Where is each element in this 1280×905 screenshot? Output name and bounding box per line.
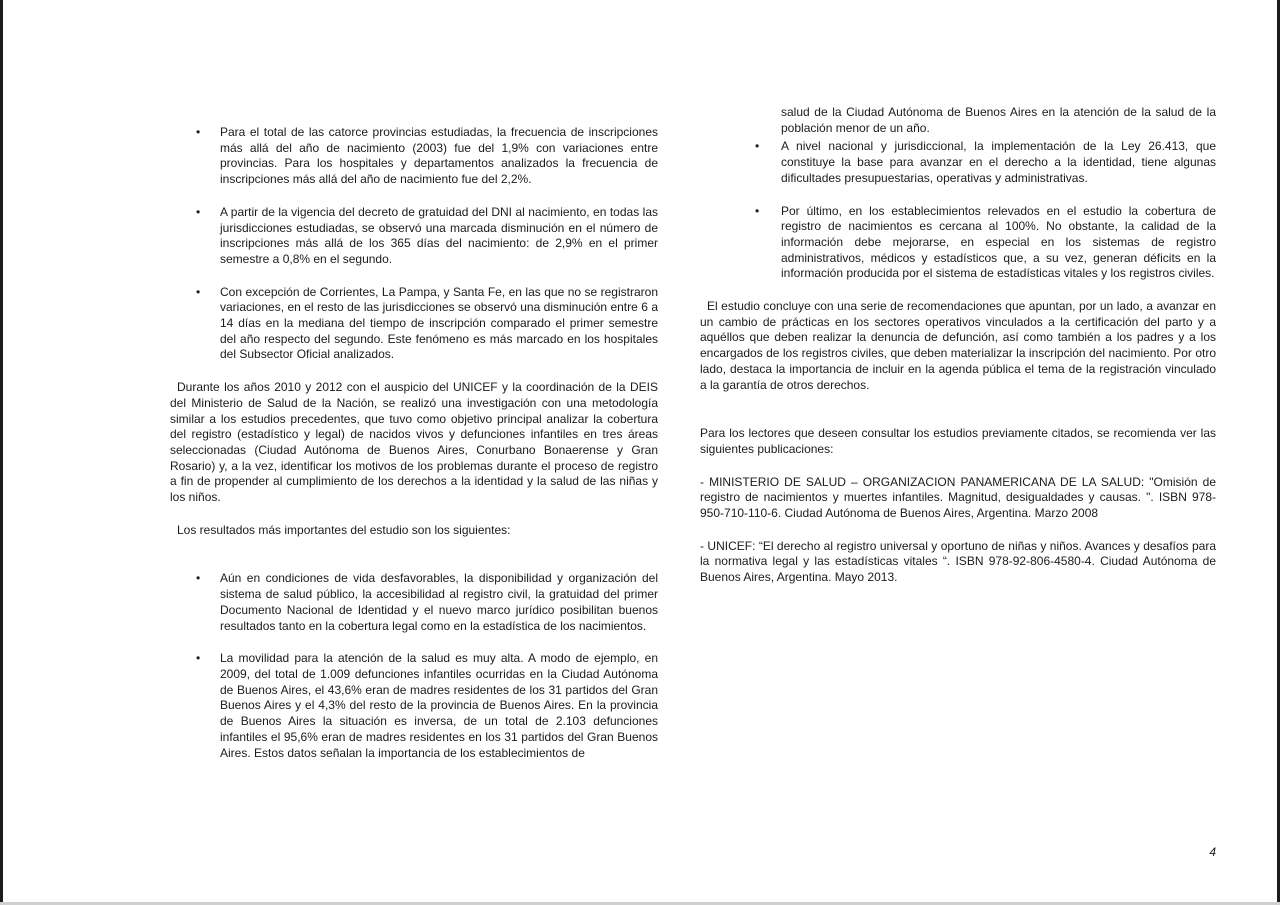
bullet-item — [170, 205, 658, 268]
bullet-marker: • — [196, 571, 201, 586]
bullet-marker: • — [196, 125, 201, 139]
bullet-marker: • — [196, 651, 201, 666]
bullet-text: A nivel nacional y jurisdiccional, la implementación de la Ley 26.413, que constituye la base para avanzar en el derecho a la identidad, tiene algunas dificultades presupuestarias, operativas y administrativas. — [781, 139, 1216, 185]
paragraph: Durante los años 2010 y 2012 con el auspicio del UNICEF y la coordinación de la DEIS del Ministerio de Salud de la Nación, se realizó una investigación con una metodología similar a los estudios precedentes, que tuvo como objetivo principal analizar la cobertura del registro (estadístico y legal) de nacidos vivos y defunciones infantiles en tres áreas seleccionadas (Ciudad Autónoma de Buenos Aires, Conurbano Bonaerense y Gran Rosario) y, a la vez, identificar los motivos de los problemas durante el proceso de registro a fin de propender al cumplimiento de los derechos a la identidad y la salud de las niñas y los niños. — [170, 380, 658, 505]
right-column — [700, 105, 1216, 603]
bullet-item — [170, 125, 658, 188]
bullet-marker: • — [755, 139, 760, 154]
bullet-item — [700, 139, 1216, 186]
reference-unicef: - UNICEF: “El derecho al registro universal y oportuno de niñas y niños. Avances y desafíos para la normativa legal y las estadísticas vitales “. ISBN 978-92-806-4580-4. Ciudad Autónoma de Buenos Aires, Argentina. Mayo 2013. — [700, 538, 1216, 585]
paragraph: Para los lectores que deseen consultar los estudios previamente citados, se recomienda ver las siguientes publicaciones: — [700, 426, 1216, 456]
reference-ministerio: - MINISTERIO DE SALUD – ORGANIZACION PANAMERICANA DE LA SALUD: "Omisión de registro de nacimientos y muertes infantiles. Magnitud, desigualdades y causas. ". ISBN 978-950-710-110-6. Ciudad Autónoma de Buenos Aires, Argentina. Marzo 2008 — [700, 474, 1216, 521]
paragraph: Los resultados más importantes del estudio son los siguientes: — [177, 522, 511, 537]
bullet-text: Aún en condiciones de vida desfavorables, la disponibilidad y organización del sistema de salud público, la accesibilidad al registro civil, la gratuidad del primer Documento Nacional de Identidad y el nuevo marco jurídico posibilitan buenos resultados tanto en la cobertura legal como en la estadística de los nacimientos. — [220, 571, 658, 633]
bullet-item — [170, 571, 658, 634]
page-number: 4 — [1209, 845, 1216, 859]
bullet-item — [170, 285, 658, 364]
bullet-item — [170, 651, 658, 761]
left-column — [170, 125, 658, 778]
bullet-marker: • — [755, 203, 760, 218]
bullet-text: Con excepción de Corrientes, La Pampa, y Santa Fe, en las que no se registraron variaciones, en el resto de las jurisdicciones se observó una disminución entre 6 a 14 días en la mediana del tiempo de inscripción comparado el primer semestre del año respecto del segundo. Este fenómeno es más marcado en los hospitales del Subsector Oficial analizados. — [220, 284, 658, 362]
bullet-item — [700, 204, 1216, 283]
bullet-marker: • — [196, 204, 201, 219]
continuation-text: salud de la Ciudad Autónoma de Buenos Aires en la atención de la salud de la población menor de un año. — [781, 105, 1216, 135]
page-edge-left — [0, 0, 3, 905]
bullet-text: Para el total de las catorce provincias estudiadas, la frecuencia de inscripciones más allá del año de nacimiento (2003) fue del 1,9% con variaciones entre provincias. Para los hospitales y departamentos analizados la frecuencia de inscripciones más allá del año de nacimiento fue del 2,2%. — [220, 125, 658, 187]
bullet-text: Por último, en los establecimientos relevados en el estudio la cobertura de registro de nacimientos es cercana al 100%. No obstante, la calidad de la información debe mejorarse, en especial en los sistemas de registro administrativos, médicos y estadísticos que, a su vez, generan déficits en la información producida por el sistema de estadísticas vitales y los registros civiles. — [781, 203, 1216, 281]
bullet-text: A partir de la vigencia del decreto de gratuidad del DNI al nacimiento, en todas las jurisdicciones estudiadas, se observó una marcada disminución en el número de inscripciones más allá de los 365 días del nacimiento: de 2,9% en el primer semestre a 0,8% en el segundo. — [220, 204, 658, 266]
bullet-marker: • — [196, 284, 201, 299]
paragraph: El estudio concluye con una serie de recomendaciones que apuntan, por un lado, a avanzar en un cambio de prácticas en los sectores operativos vinculados a la certificación del parto y a aquéllos que deben realizar la denuncia de defunción, así como también a los padres y a los encargados de los registros civiles, que deben materializar la inscripción del nacimiento. Por otro lado, destaca la importancia de incluir en la agenda pública el tema de la registración vinculado a la garantía de otros derechos. — [700, 299, 1216, 392]
bullet-text: La movilidad para la atención de la salud es muy alta. A modo de ejemplo, en 2009, del total de 1.009 defunciones infantiles ocurridas en la Ciudad Autónoma de Buenos Aires, el 43,6% eran de madres residentes de los 31 partidos del Gran Buenos Aires y el 4,3% del resto de la provincia de Buenos Aires. En la provincia de Buenos Aires la situación es inversa, de un total de 2.103 defunciones infantiles el 95,6% eran de madres residentes en los 31 partidos del Gran Buenos Aires. Estos datos señalan la importancia de los establecimientos de — [220, 651, 658, 760]
